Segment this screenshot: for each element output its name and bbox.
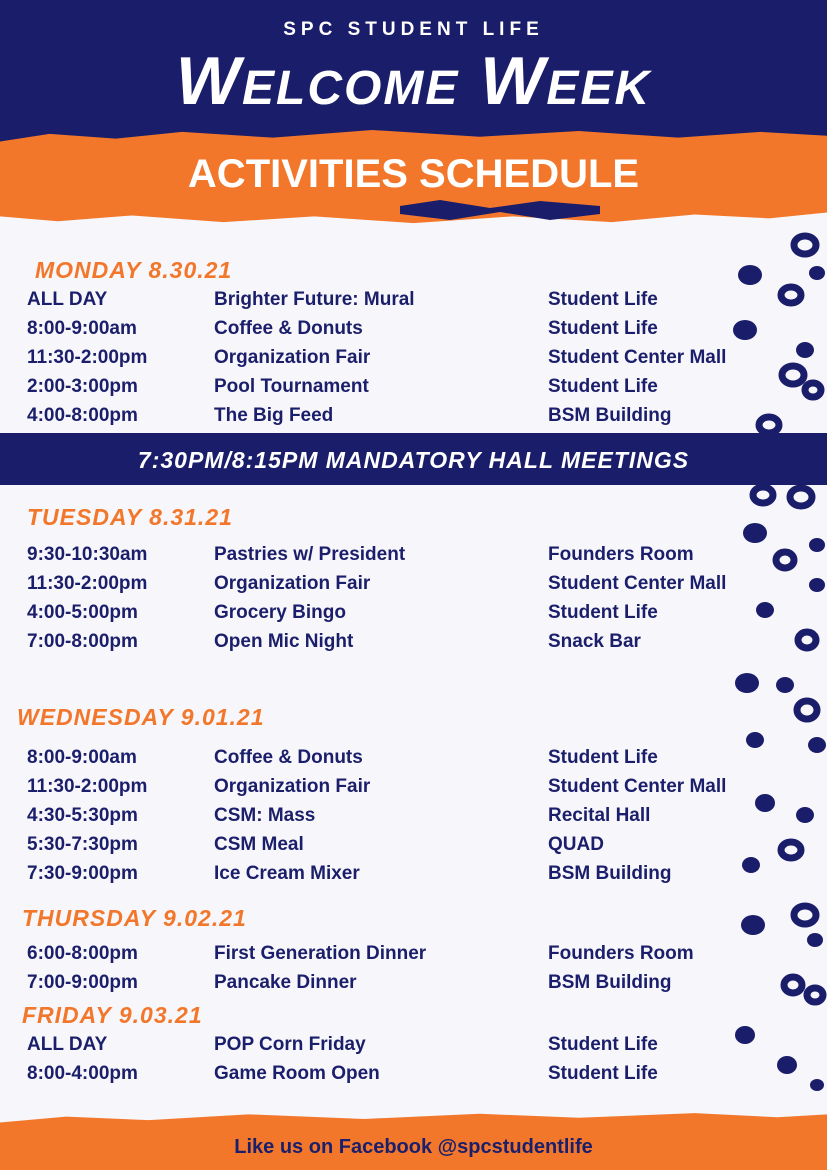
schedule-row	[0, 347, 760, 376]
event-time: 11:30-2:00pm	[27, 776, 148, 797]
dot-ring	[807, 988, 823, 1002]
dot	[777, 1056, 797, 1074]
event-time: ALL DAY	[27, 289, 108, 310]
day-heading-tuesday: TUESDAY 8.31.21	[27, 504, 233, 530]
event-location: Student Center Mall	[548, 573, 727, 594]
event-location: BSM Building	[548, 863, 672, 884]
day-heading-wednesday: WEDNESDAY 9.01.21	[17, 704, 265, 730]
schedule-row	[0, 405, 760, 434]
event-time: 8:00-9:00am	[27, 318, 137, 339]
schedule-row	[0, 631, 760, 660]
dot-ring	[753, 487, 773, 503]
dot	[809, 266, 825, 280]
schedule-row	[0, 834, 760, 863]
event-time: 4:00-8:00pm	[27, 405, 138, 426]
event-location: Student Life	[548, 376, 658, 397]
dot	[743, 523, 767, 543]
dot	[807, 933, 823, 947]
dot	[733, 320, 757, 340]
day-heading-thursday: THURSDAY 9.02.21	[22, 905, 247, 931]
schedule-row	[0, 943, 760, 972]
page-subtitle: ACTIVITIES SCHEDULE	[187, 152, 640, 196]
dot	[808, 737, 826, 753]
event-time: 11:30-2:00pm	[27, 347, 148, 368]
event-name: Grocery Bingo	[214, 602, 346, 623]
event-location: Founders Room	[548, 544, 694, 565]
dot	[735, 673, 759, 693]
event-name: Pancake Dinner	[214, 972, 357, 993]
day-heading-friday: FRIDAY 9.03.21	[22, 1002, 203, 1028]
event-time: 6:00-8:00pm	[27, 943, 138, 964]
event-name: Open Mic Night	[214, 631, 354, 652]
event-name: Organization Fair	[214, 573, 371, 594]
dot	[809, 538, 825, 552]
dot-ring	[794, 906, 816, 924]
dot	[810, 1079, 824, 1091]
event-time: 11:30-2:00pm	[27, 573, 148, 594]
header-kicker: SPC STUDENT LIFE	[283, 19, 544, 40]
dot-ring	[781, 287, 801, 303]
event-name: CSM Meal	[214, 834, 304, 855]
event-location: Student Life	[548, 1063, 658, 1084]
schedule-row	[0, 573, 760, 602]
event-time: ALL DAY	[27, 1034, 108, 1055]
dot	[755, 794, 775, 812]
event-name: Organization Fair	[214, 776, 371, 797]
schedule-row	[0, 318, 760, 347]
dot	[742, 857, 760, 873]
event-time: 7:00-9:00pm	[27, 972, 138, 993]
event-location: Student Life	[548, 318, 658, 339]
schedule-row	[0, 863, 760, 892]
event-name: Pastries w/ President	[214, 544, 406, 565]
dot-ring	[759, 417, 779, 433]
event-location: Founders Room	[548, 943, 694, 964]
dot	[735, 1026, 755, 1044]
schedule-row	[0, 747, 760, 776]
dot-ring	[782, 366, 804, 384]
event-time: 8:00-4:00pm	[27, 1063, 138, 1084]
event-name: CSM: Mass	[214, 805, 316, 826]
dot-ring	[798, 632, 816, 648]
dot	[804, 445, 822, 461]
dot-ring	[790, 488, 812, 506]
dot	[796, 342, 814, 358]
event-time: 7:30-9:00pm	[27, 863, 138, 884]
dot	[809, 578, 825, 592]
event-location: Student Life	[548, 1034, 658, 1055]
event-name: Game Room Open	[214, 1063, 380, 1084]
event-location: Student Life	[548, 747, 658, 768]
event-time: 4:00-5:00pm	[27, 602, 138, 623]
hall-meetings-text: 7:30PM/8:15PM MANDATORY HALL MEETINGS	[137, 447, 690, 473]
dot-ring	[805, 383, 821, 397]
event-name: Ice Cream Mixer	[214, 863, 360, 884]
dot	[756, 602, 774, 618]
event-time: 9:30-10:30am	[27, 544, 148, 565]
event-name: Pool Tournament	[214, 376, 369, 397]
schedule-row	[0, 972, 760, 1001]
event-location: Student Life	[548, 602, 658, 623]
dot	[746, 732, 764, 748]
schedule-row	[0, 376, 760, 405]
event-name: First Generation Dinner	[214, 943, 427, 964]
event-location: Student Life	[548, 289, 658, 310]
event-location: Snack Bar	[548, 631, 641, 652]
event-location: Student Center Mall	[548, 347, 727, 368]
event-name: The Big Feed	[214, 405, 334, 426]
dot-ring	[784, 977, 802, 993]
event-location: BSM Building	[548, 972, 672, 993]
schedule-row	[0, 776, 760, 805]
schedule-row	[0, 805, 760, 834]
dot-ring	[781, 842, 801, 858]
dot-ring	[797, 701, 817, 719]
dot-ring	[794, 236, 816, 254]
event-time: 7:00-8:00pm	[27, 631, 138, 652]
event-location: Recital Hall	[548, 805, 651, 826]
event-name: Brighter Future: Mural	[214, 289, 415, 310]
dot	[741, 915, 765, 935]
decorative-dots-pattern	[725, 215, 827, 1110]
event-name: Organization Fair	[214, 347, 371, 368]
schedule-row	[0, 602, 760, 631]
event-time: 5:30-7:30pm	[27, 834, 138, 855]
schedule-row	[0, 1063, 760, 1092]
event-time: 8:00-9:00am	[27, 747, 137, 768]
schedule-row	[0, 1034, 760, 1063]
event-time: 4:30-5:30pm	[27, 805, 138, 826]
event-location: BSM Building	[548, 405, 672, 426]
event-location: Student Center Mall	[548, 776, 727, 797]
schedule-row	[0, 544, 760, 573]
dot	[738, 265, 762, 285]
event-name: Coffee & Donuts	[214, 747, 363, 768]
event-location: QUAD	[548, 834, 604, 855]
schedule-row	[0, 289, 760, 318]
page-title: Welcome Week	[175, 43, 652, 119]
day-heading-monday: MONDAY 8.30.21	[35, 257, 233, 283]
event-name: Coffee & Donuts	[214, 318, 363, 339]
footer-social-link[interactable]: Like us on Facebook @spcstudentlife	[234, 1136, 593, 1158]
event-name: POP Corn Friday	[214, 1034, 366, 1055]
event-time: 2:00-3:00pm	[27, 376, 138, 397]
dot	[766, 449, 784, 465]
dot-ring	[776, 552, 794, 568]
dot	[796, 807, 814, 823]
dot	[776, 677, 794, 693]
